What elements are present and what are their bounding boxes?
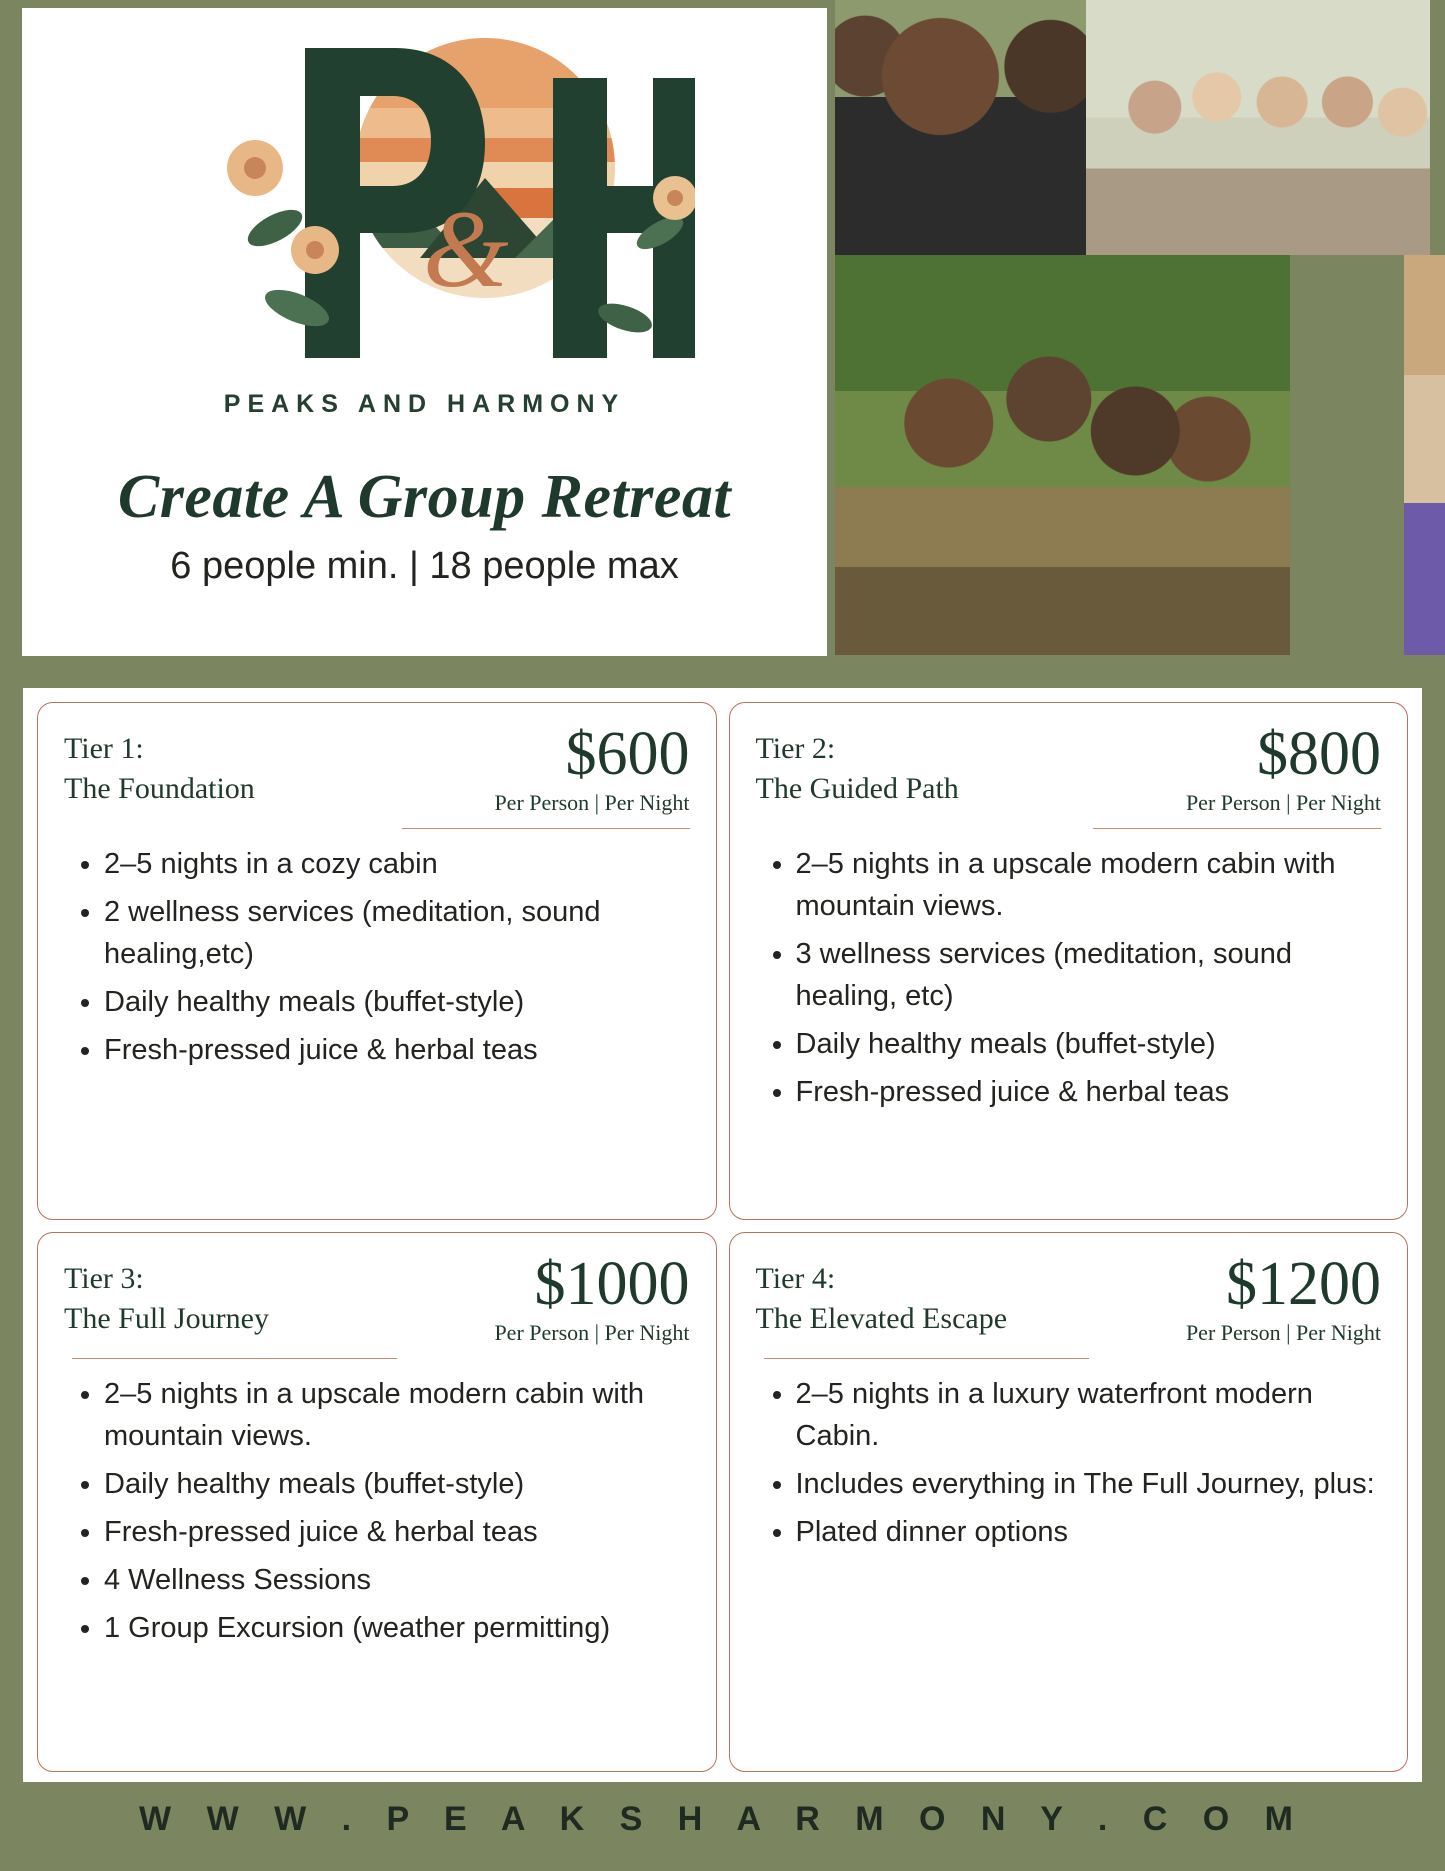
pricing-tiers-panel <box>23 688 1422 1782</box>
list-item: • 2–5 nights in a cozy cabin <box>104 843 690 885</box>
tier-4-price-note: Per Person | Per Night <box>1185 1319 1381 1345</box>
photo-yoga <box>1404 255 1445 655</box>
tier-1-name: The Foundation <box>64 771 255 805</box>
tier-3-name: The Full Journey <box>64 1301 269 1335</box>
tier-3-price-block <box>440 1250 690 1346</box>
list-item: • Daily healthy meals (buffet-style) <box>104 981 690 1023</box>
tier-1-price: $600 <box>565 720 690 788</box>
tier-4-price: $1200 <box>1226 1250 1381 1318</box>
tier-card-2[interactable] <box>729 702 1409 1220</box>
list-item: • 2–5 nights in a upscale modern cabin with mountain views. <box>796 843 1382 927</box>
footer <box>0 1782 1445 1839</box>
list-item: • Plated dinner options <box>796 1511 1382 1553</box>
tier-4-price-block <box>1131 1250 1381 1346</box>
tier-4-labels <box>756 1255 1008 1339</box>
tier-4-name: The Elevated Escape <box>755 1301 1008 1335</box>
tier-1-number: Tier 1: <box>64 732 144 765</box>
tier-1-price-note: Per Person | Per Night <box>494 789 690 815</box>
tier-2-feature-list <box>756 843 1382 1119</box>
photo-forest-group <box>835 255 1290 655</box>
list-item: • 2 wellness services (meditation, sound healing,etc) <box>104 891 690 975</box>
logo-mark-icon <box>155 18 695 438</box>
tier-card-4-header <box>755 1250 1382 1346</box>
tier-2-number: Tier 2: <box>755 732 836 765</box>
tier-4-divider <box>764 1358 1089 1359</box>
brand-logo <box>155 18 695 438</box>
page-title: Create A Group Retreat <box>117 463 732 531</box>
tier-3-price: $1000 <box>534 1250 690 1318</box>
list-item: • Daily healthy meals (buffet-style) <box>104 1463 690 1505</box>
group-size-note: 6 people min. | 18 people max <box>170 545 679 587</box>
tier-3-feature-list <box>64 1373 690 1655</box>
tier-1-labels <box>64 725 255 809</box>
list-item: • 4 Wellness Sessions <box>104 1559 690 1601</box>
tier-2-price: $800 <box>1257 720 1381 788</box>
photo-men-gathering <box>835 0 1086 255</box>
header-left-panel <box>22 8 827 656</box>
tier-card-1-header <box>64 720 690 816</box>
tier-1-feature-list <box>64 843 690 1077</box>
tier-2-labels <box>756 725 959 809</box>
tier-3-number: Tier 3: <box>64 1262 144 1295</box>
tier-2-name: The Guided Path <box>755 771 959 805</box>
tier-card-3[interactable] <box>37 1232 717 1772</box>
list-item: • Daily healthy meals (buffet-style) <box>796 1023 1382 1065</box>
list-item: • Fresh-pressed juice & herbal teas <box>104 1511 690 1553</box>
list-item: • 3 wellness services (meditation, sound healing, etc) <box>796 933 1382 1017</box>
tier-2-price-block <box>1131 720 1381 816</box>
list-item: • 2–5 nights in a luxury waterfront modern Cabin. <box>796 1373 1382 1457</box>
header-photo-collage <box>835 0 1430 655</box>
tier-1-price-block <box>440 720 690 816</box>
list-item: • Fresh-pressed juice & herbal teas <box>796 1071 1382 1113</box>
tier-2-divider <box>1093 828 1381 829</box>
tier-3-divider <box>72 1358 397 1359</box>
list-item: • Includes everything in The Full Journey, plus: <box>796 1463 1382 1505</box>
tier-1-divider <box>402 828 690 829</box>
logo-ampersand: & <box>422 188 509 310</box>
list-item: • 2–5 nights in a upscale modern cabin with mountain views. <box>104 1373 690 1457</box>
tier-card-1[interactable] <box>37 702 717 1220</box>
tier-card-4[interactable] <box>729 1232 1409 1772</box>
tier-4-number: Tier 4: <box>755 1262 836 1295</box>
brand-name: PEAKS AND HARMONY <box>223 390 626 418</box>
website-url[interactable]: W W W . P E A K S H A R M O N Y . C O M <box>139 1800 1306 1838</box>
tier-3-price-note: Per Person | Per Night <box>494 1319 690 1345</box>
header-banner <box>0 0 1445 662</box>
tier-card-2-header <box>755 720 1382 816</box>
tier-3-labels <box>64 1255 269 1339</box>
tier-4-feature-list <box>756 1373 1382 1559</box>
photo-dinner-party <box>1086 0 1430 255</box>
list-item: • Fresh-pressed juice & herbal teas <box>104 1029 690 1071</box>
list-item: • 1 Group Excursion (weather permitting) <box>104 1607 690 1649</box>
tier-card-3-header <box>64 1250 690 1346</box>
tier-2-price-note: Per Person | Per Night <box>1185 789 1381 815</box>
